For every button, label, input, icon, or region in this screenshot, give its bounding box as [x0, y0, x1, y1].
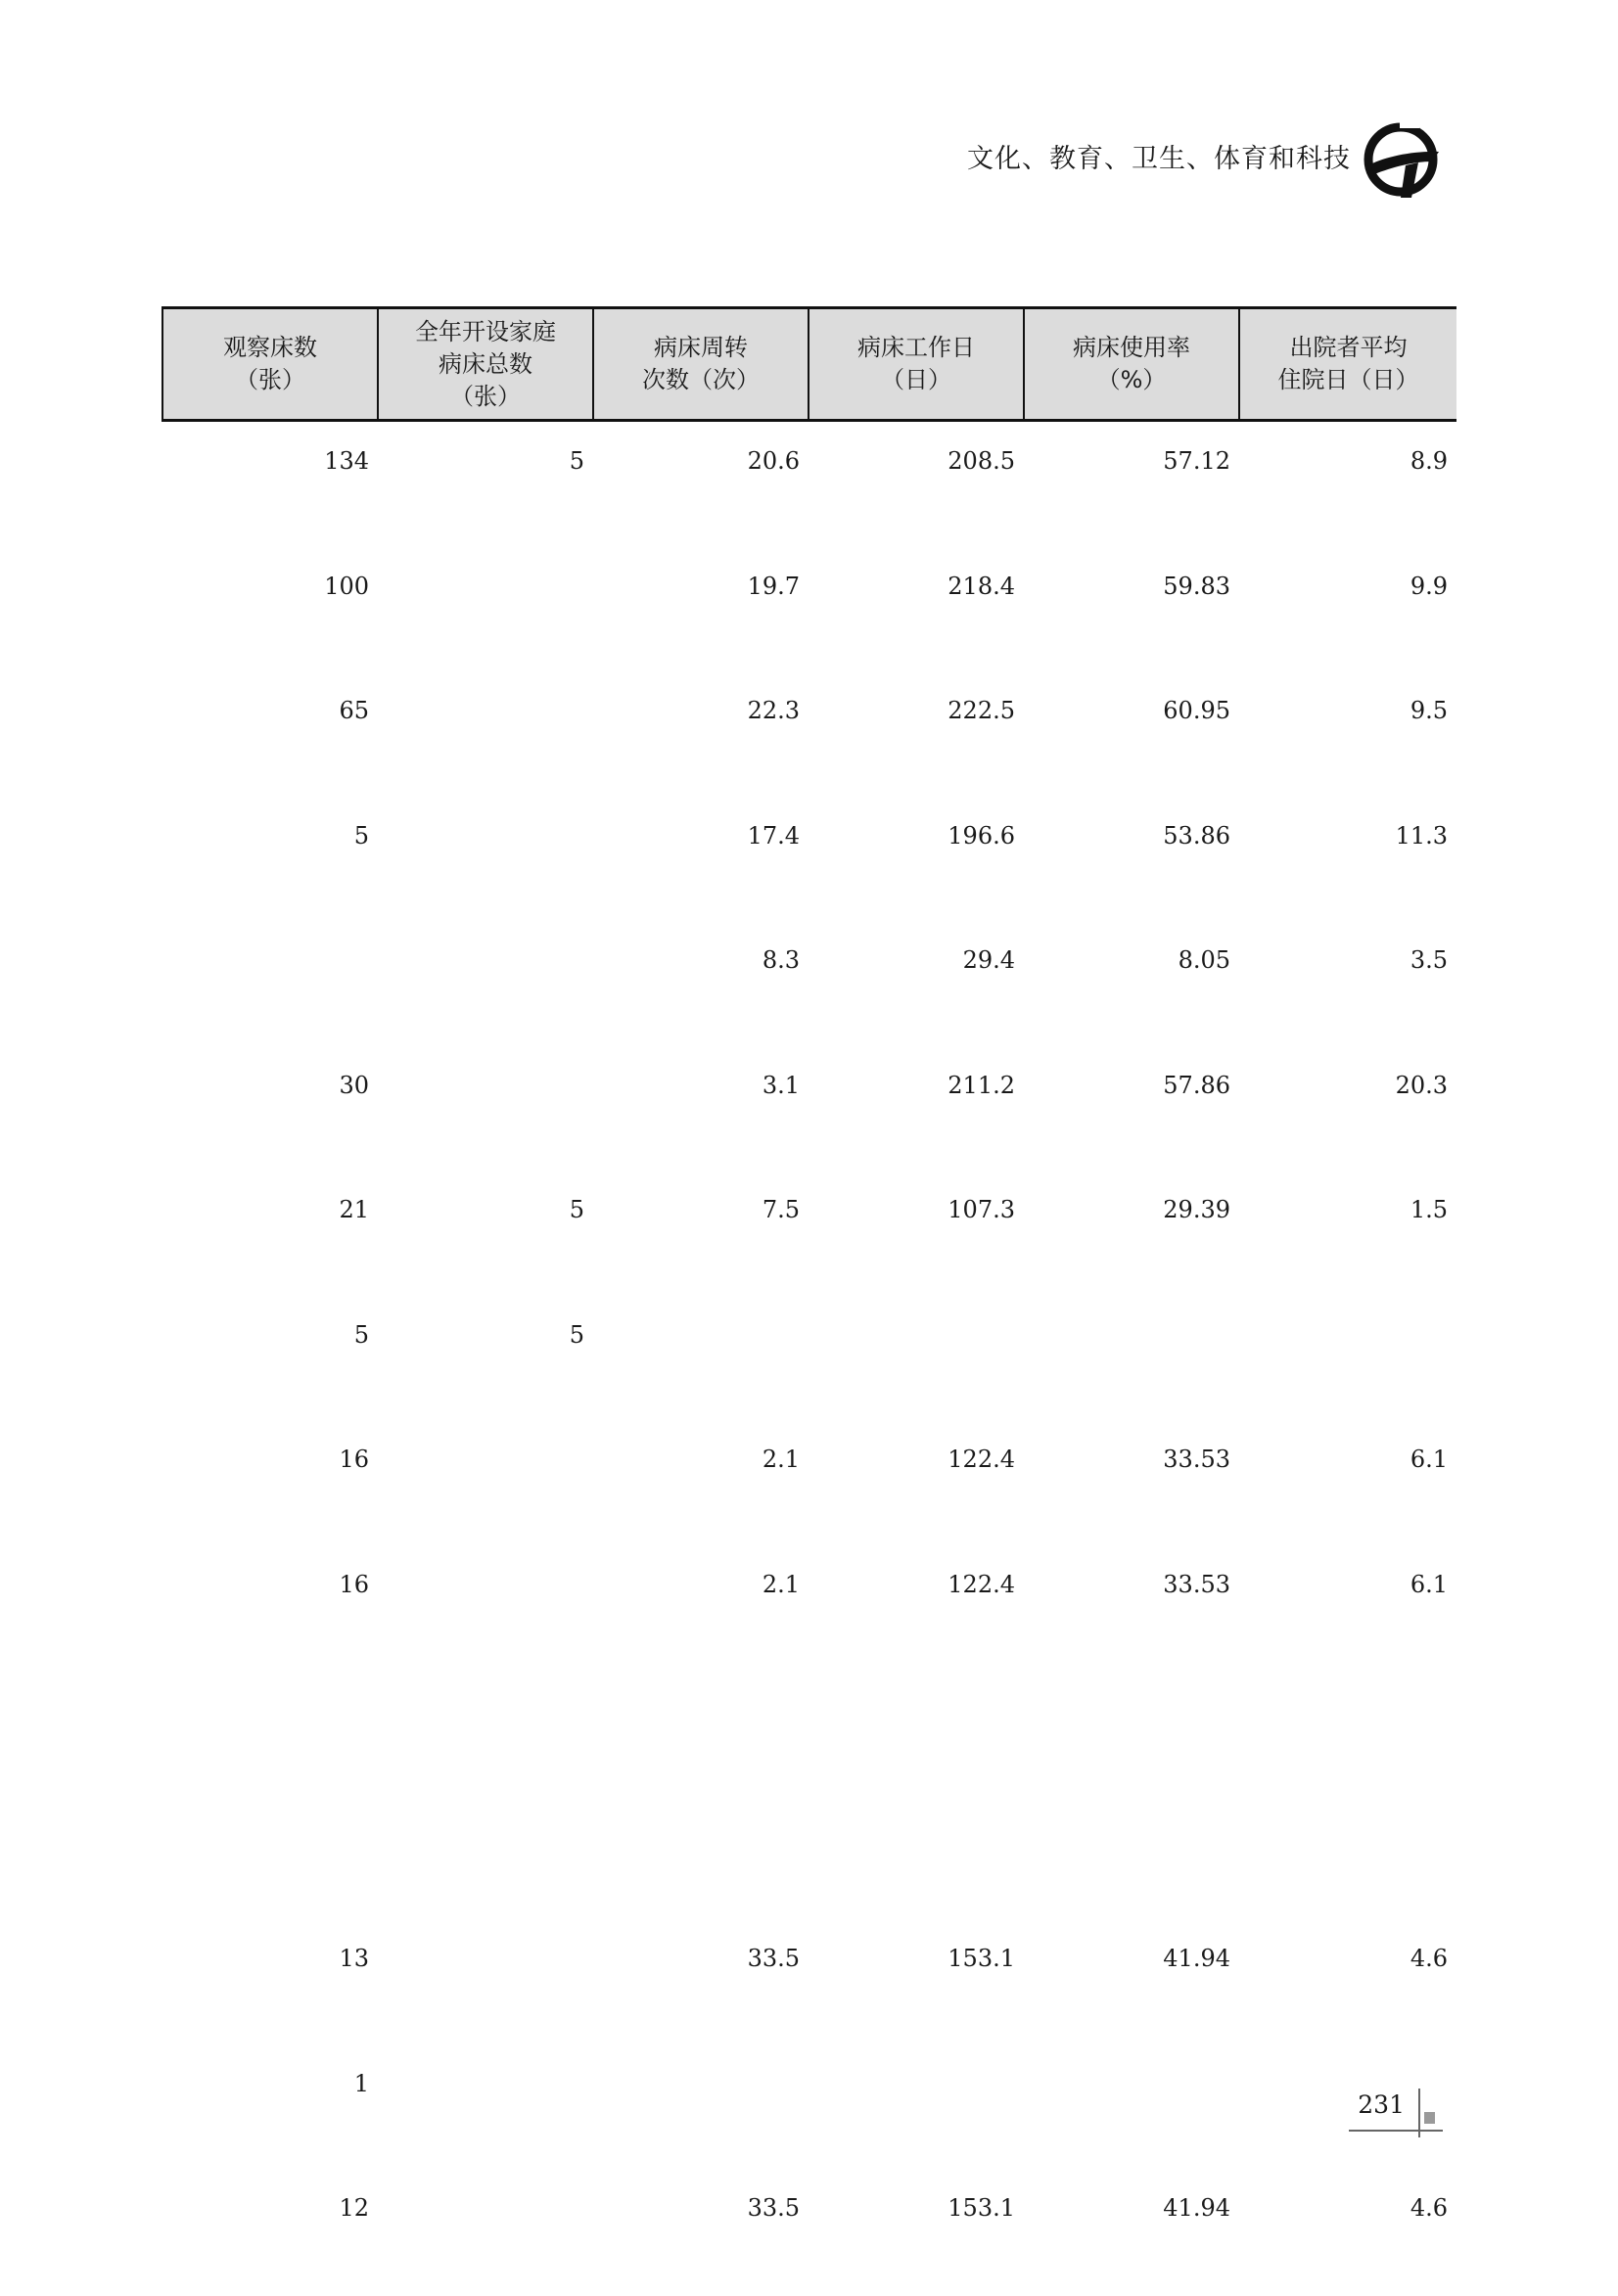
- table-cell: 41.94: [1163, 1945, 1230, 1972]
- table-cell: [1024, 2046, 1239, 2172]
- table-cell: 8.9: [1410, 447, 1448, 475]
- table-cell: 57.86: [1163, 1071, 1230, 1099]
- column-header-line: 病床周转: [654, 334, 748, 361]
- table-cell: [593, 1797, 809, 1922]
- table-cell: 153.1: [948, 1945, 1015, 1972]
- column-header-line: （张）: [235, 366, 305, 393]
- table-cell: [378, 549, 593, 674]
- table-cell: [378, 1547, 593, 1673]
- table-row: [162, 799, 1456, 924]
- table-cell: 41.94: [1163, 2194, 1230, 2222]
- table-cell: 20.3: [1395, 1071, 1448, 1099]
- table-cell: 211.2: [948, 1071, 1015, 1099]
- column-header-line: 观察床数: [223, 334, 317, 361]
- folio-square-mark: [1424, 2112, 1435, 2124]
- table-cell: 33.5: [747, 1945, 800, 1972]
- table-cell: [1239, 1797, 1456, 1922]
- table-cell: [593, 1298, 809, 1423]
- table-header: [162, 308, 1456, 421]
- table-row: [162, 1048, 1456, 1173]
- table-cell: 5: [353, 1320, 369, 1349]
- hospital-bed-statistics-table: [162, 306, 1456, 2296]
- table-cell: 153.1: [948, 2194, 1015, 2222]
- table-cell: 57.12: [1163, 447, 1230, 475]
- column-header-line: 全年开设家庭: [415, 317, 556, 345]
- table-row: [162, 1797, 1456, 1922]
- table-cell: [1024, 1797, 1239, 1922]
- table-cell: 8.05: [1178, 946, 1230, 974]
- folio-horizontal-rule: [1349, 2130, 1443, 2132]
- table-cell: 1.5: [1410, 1196, 1448, 1223]
- table-cell: 19.7: [747, 572, 800, 600]
- table-cell: 33.53: [1163, 1446, 1230, 1473]
- table-cell: 218.4: [948, 572, 1015, 600]
- column-header: [1024, 308, 1239, 421]
- table-cell: [378, 799, 593, 924]
- table-row: [162, 421, 1456, 549]
- table-cell: 60.95: [1163, 697, 1230, 724]
- table-row: [162, 2046, 1456, 2172]
- table-cell: [593, 1672, 809, 1797]
- table-cell: 134: [324, 447, 369, 475]
- table-cell: [378, 1797, 593, 1922]
- table-row: [162, 1921, 1456, 2046]
- table-cell: 7.5: [762, 1196, 800, 1223]
- table-cell: [378, 2171, 593, 2296]
- table-row: [162, 673, 1456, 799]
- table-cell: [1239, 1298, 1456, 1423]
- table-cell: 107.3: [948, 1196, 1015, 1223]
- table-cell: [162, 1797, 378, 1922]
- table-row: [162, 549, 1456, 674]
- table-cell: 4.6: [1410, 2194, 1448, 2222]
- table-body: [162, 421, 1456, 2296]
- column-header-line: 病床工作日: [857, 334, 975, 361]
- table-cell: [593, 2046, 809, 2172]
- table-cell: 122.4: [948, 1446, 1015, 1473]
- column-header-line: 病床使用率: [1073, 334, 1190, 361]
- table-cell: [378, 2046, 593, 2172]
- table-cell: 9.5: [1410, 697, 1448, 724]
- table-cell: 8.3: [762, 946, 800, 974]
- table-cell: 2.1: [762, 1570, 800, 1598]
- table-cell: [378, 1672, 593, 1797]
- table-cell: [378, 1048, 593, 1173]
- table-cell: 100: [324, 572, 369, 600]
- table-cell: 5: [569, 1320, 584, 1349]
- table-cell: 2.1: [762, 1446, 800, 1473]
- table-cell: 13: [339, 1945, 369, 1972]
- column-header: [1239, 308, 1456, 421]
- table-cell: [162, 923, 378, 1048]
- table-cell: 5: [569, 1196, 584, 1223]
- column-header-line: （张）: [450, 382, 521, 410]
- column-header-line: （%）: [1096, 366, 1167, 393]
- table-cell: 122.4: [948, 1570, 1015, 1598]
- column-header: [162, 308, 378, 421]
- table-cell: 33.53: [1163, 1570, 1230, 1598]
- table-cell: 30: [339, 1071, 369, 1099]
- table-cell: 1: [353, 2069, 369, 2097]
- page-number: 231: [1358, 2090, 1405, 2119]
- table-cell: 59.83: [1163, 572, 1230, 600]
- running-head: 文化、教育、卫生、体育和科技: [967, 144, 1351, 174]
- table-cell: 6.1: [1410, 1446, 1448, 1473]
- table-cell: 208.5: [948, 447, 1015, 475]
- table-cell: [809, 1797, 1024, 1922]
- column-header-line: 住院日（日）: [1277, 366, 1419, 393]
- table-cell: [378, 1422, 593, 1547]
- table-cell: [378, 1921, 593, 2046]
- table-cell: [1024, 1298, 1239, 1423]
- table-cell: 3.1: [762, 1071, 800, 1099]
- table-cell: 53.86: [1163, 821, 1230, 850]
- table-row: [162, 1672, 1456, 1797]
- table-cell: [809, 2046, 1024, 2172]
- table-cell: [1239, 1672, 1456, 1797]
- table-cell: 11.3: [1395, 821, 1448, 850]
- table-cell: 6.1: [1410, 1570, 1448, 1598]
- table-cell: 4.6: [1410, 1945, 1448, 1972]
- table-cell: 16: [339, 1446, 369, 1473]
- column-header-line: 病床总数: [439, 349, 532, 378]
- table-cell: 22.3: [747, 697, 800, 724]
- table-row: [162, 1422, 1456, 1547]
- column-header: [378, 308, 593, 421]
- table-row: [162, 1172, 1456, 1298]
- table-cell: 222.5: [948, 697, 1015, 724]
- table-cell: 5: [353, 821, 369, 850]
- table-cell: 29.4: [962, 946, 1015, 974]
- column-header: [809, 308, 1024, 421]
- table-cell: [378, 673, 593, 799]
- table-cell: 65: [339, 697, 369, 724]
- table-cell: [378, 923, 593, 1048]
- table-cell: 3.5: [1410, 946, 1448, 974]
- table-cell: 20.6: [747, 447, 800, 475]
- table-cell: 21: [339, 1196, 369, 1223]
- table-cell: 16: [339, 1570, 369, 1598]
- header-row: [162, 308, 1456, 421]
- table-cell: 33.5: [747, 2194, 800, 2222]
- column-header-line: 次数（次）: [642, 366, 760, 393]
- table-cell: 5: [569, 447, 584, 475]
- column-header: [593, 308, 809, 421]
- table-cell: 12: [339, 2194, 369, 2222]
- table-cell: 29.39: [1163, 1196, 1230, 1223]
- logo-graphic: [1361, 119, 1441, 200]
- column-header-line: （日）: [881, 366, 951, 393]
- publisher-logo-icon: [1361, 119, 1441, 200]
- table-row: [162, 923, 1456, 1048]
- table-cell: [162, 1672, 378, 1797]
- table-cell: 196.6: [948, 821, 1015, 850]
- table-cell: [809, 1298, 1024, 1423]
- table-cell: 9.9: [1410, 572, 1448, 600]
- table-row: [162, 1547, 1456, 1673]
- table-cell: [1024, 1672, 1239, 1797]
- table-row: [162, 1298, 1456, 1423]
- column-header-line: 出院者平均: [1289, 334, 1408, 361]
- table-cell: 17.4: [747, 821, 800, 850]
- table-row: [162, 2171, 1456, 2296]
- table-cell: [809, 1672, 1024, 1797]
